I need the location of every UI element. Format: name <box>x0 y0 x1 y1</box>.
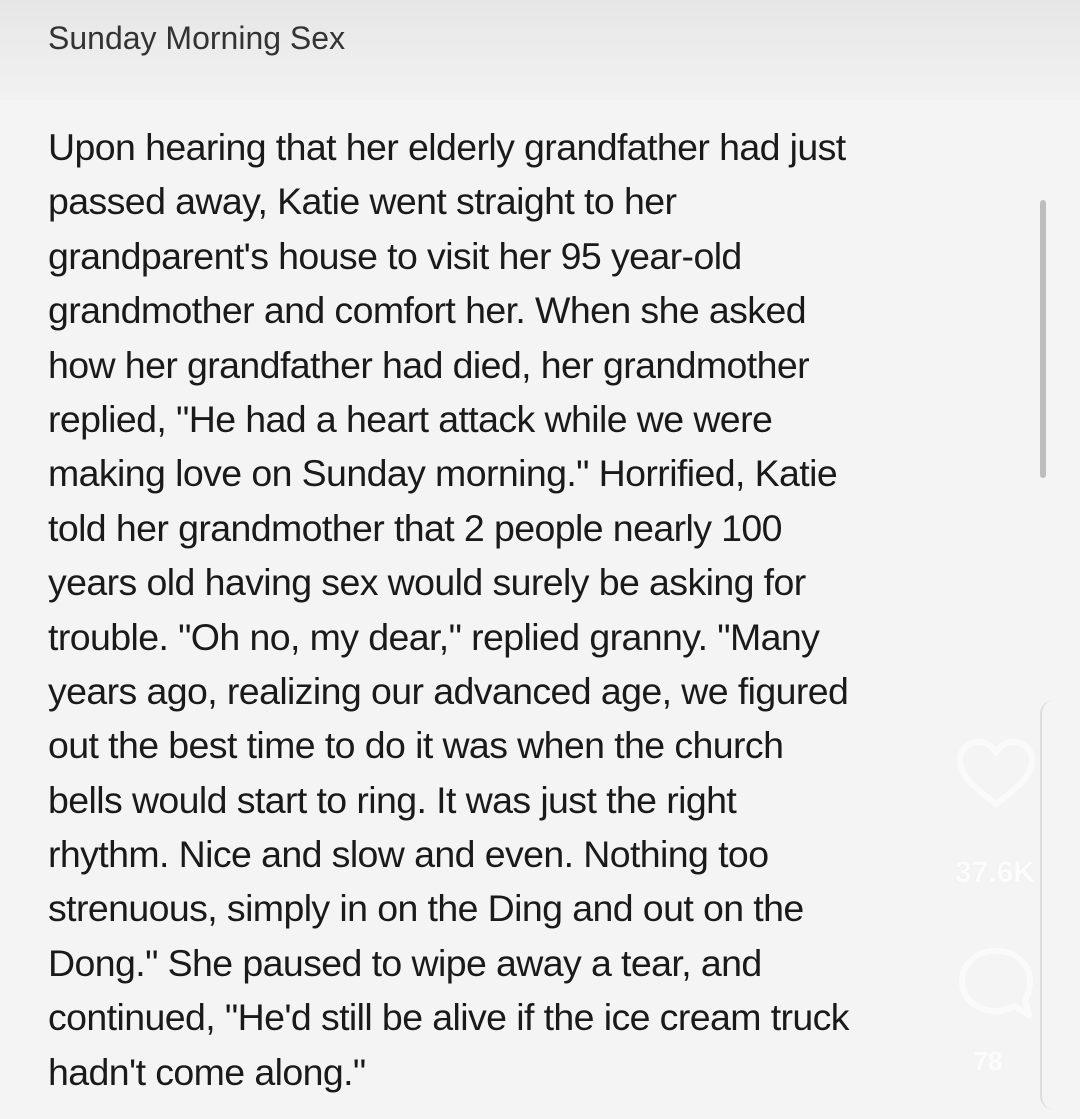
like-count: 37.6K <box>954 856 1036 889</box>
body-line: making love on Sunday morning." Horrified, Katie <box>48 452 838 495</box>
body-line: hadn't come along." <box>48 1050 366 1093</box>
body-line: bells would start to ring. It was just the right <box>48 778 737 821</box>
scrollbar-thumb[interactable] <box>1040 200 1046 478</box>
body-line: years ago, realizing our advanced age, we figured <box>48 669 849 712</box>
body-line: told her grandmother that 2 people nearly 100 <box>48 506 782 549</box>
post-body <box>48 120 1008 1099</box>
body-line: out the best time to do it was when the church <box>48 724 784 767</box>
body-line: Dong." She paused to wipe away a tear, and <box>48 941 762 984</box>
body-line: trouble. "Oh no, my dear," replied granny. "Many <box>48 615 820 658</box>
body-line: continued, "He'd still be alive if the ice cream truck <box>48 996 849 1039</box>
body-line: passed away, Katie went straight to her <box>48 180 677 223</box>
body-line: replied, "He had a heart attack while we were <box>48 397 773 440</box>
body-line: grandparent's house to visit her 95 year-old <box>48 234 742 277</box>
side-panel-edge <box>1040 700 1072 1110</box>
comment-bubble-icon[interactable] <box>955 945 1037 1025</box>
comment-count: 78 <box>973 1046 1003 1076</box>
body-line: grandmother and comfort her. When she asked <box>48 289 806 332</box>
post-title: Sunday Morning Sex <box>48 20 346 56</box>
heart-icon[interactable] <box>955 738 1037 810</box>
body-line: strenuous, simply in on the Ding and out on the <box>48 887 804 930</box>
body-line: years old having sex would surely be asking for <box>48 561 806 604</box>
body-line: rhythm. Nice and slow and even. Nothing too <box>48 833 769 876</box>
body-line: Upon hearing that her elderly grandfather had just <box>48 126 846 168</box>
body-line: how her grandfather had died, her grandmother <box>48 343 810 386</box>
